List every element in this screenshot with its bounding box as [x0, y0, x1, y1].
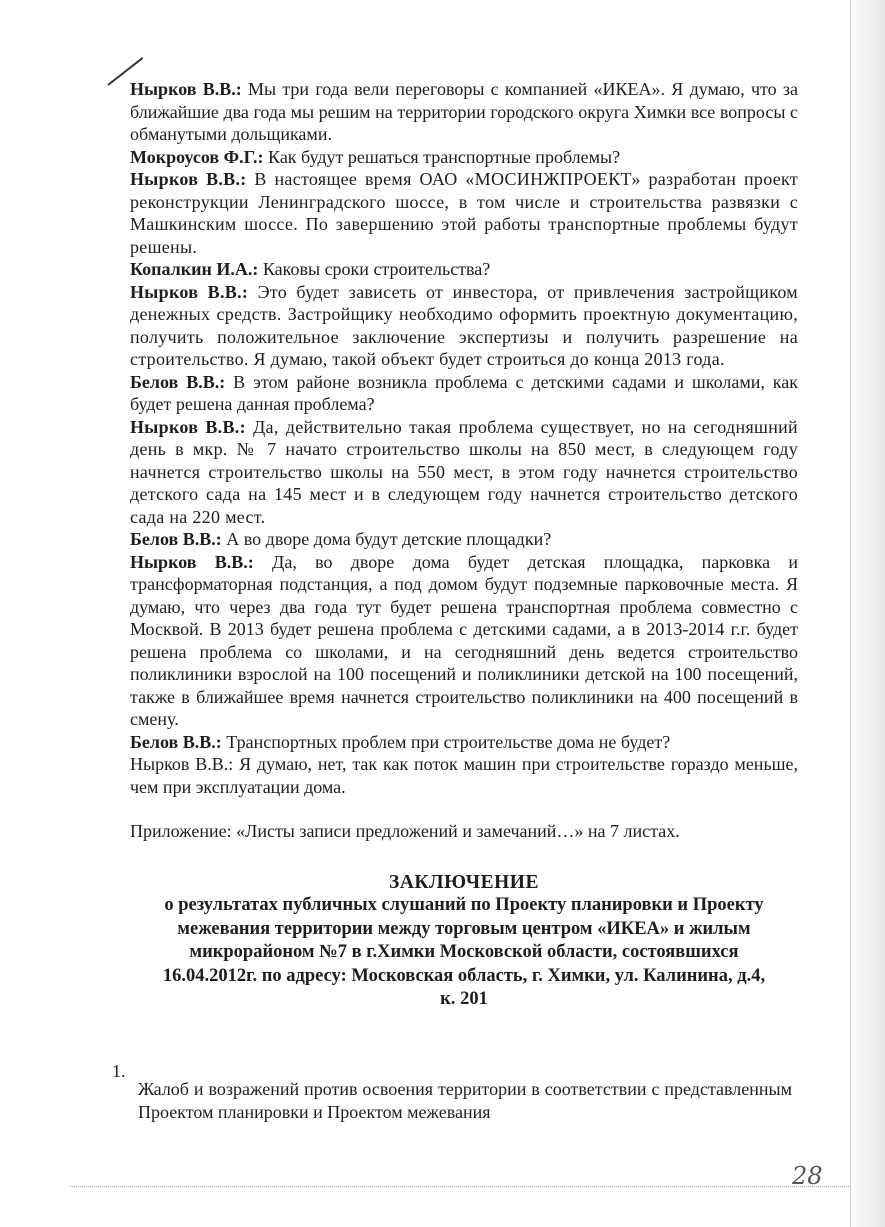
- speaker-name: Белов В.В.:: [130, 371, 226, 392]
- list-item-number: 1.: [112, 1061, 126, 1081]
- speaker-text: Да, во дворе дома будет детская площадка, парковка и трансформаторная подстанция, а под домом будут подземные парковочные места. Я думаю, что через два года тут будет решена транспортная проблема совместно с Москвой. В 2013 будет решена проблема с детскими садами, а в 2013-2014 г.г. будет решена проблема со школами, и на сегодняшний день ведется строительство поликлиники взрослой на 100 посещений и поликлиники детской на 100 посещений, также в ближайшее время начнется строительство поликлиники на 400 посещений в смену.: [130, 551, 798, 729]
- dialogue-entry: [130, 78, 798, 146]
- speaker-text: В этом районе возникла проблема с детскими садами и школами, как будет решена данная проблема?: [130, 371, 798, 414]
- page-edge-shadow: [849, 0, 885, 1227]
- dialogue-entry: [130, 731, 798, 754]
- dialogue-entry: [130, 281, 798, 371]
- dialogue-block: [130, 78, 798, 753]
- speaker-name: Нырков В.В.:: [130, 281, 249, 302]
- speaker-name: Мокроусов Ф.Г.:: [130, 146, 264, 167]
- list-item-text: Жалоб и возражений против освоения территории в соответствии с представленным Проектом планировки и Проектом межевания: [138, 1079, 792, 1122]
- conclusion-list: [112, 1060, 792, 1142]
- speaker-name: Нырков В.В.:: [130, 551, 254, 572]
- speaker-text: Каковы сроки строительства?: [258, 259, 491, 279]
- speaker-text: Как будут решаться транспортные проблемы?: [263, 146, 621, 167]
- speaker-text: Мы три года вели переговоры с компанией «ИКЕА». Я думаю, что за ближайшие два года мы решим на территории городского округа Химки все вопросы с обманутыми дольщиками.: [130, 79, 798, 144]
- conclusion-title: ЗАКЛЮЧЕНИЕ: [389, 871, 539, 893]
- conclusion-line: 16.04.2012г. по адресу: Московская область, г. Химки, ул. Калинина, д.4,: [162, 965, 766, 986]
- bottom-rule: [70, 1186, 851, 1188]
- dialogue-entry: [130, 258, 798, 281]
- last-reply: Нырков В.В.: Я думаю, нет, так как поток машин при строительстве гораздо меньше, чем при эксплуатации дома.: [130, 754, 798, 797]
- conclusion-line: к. 201: [440, 989, 488, 1009]
- speaker-text: Это будет зависеть от инвестора, от привлечения застройщиком денежных средств. Застройщику необходимо оформить проектную документацию, получить положительное заключение экспертизы и получить разрешение на строительство. Я думаю, такой объект будет строиться до конца 2013 года.: [130, 281, 798, 369]
- speaker-name: Копалкин И.А.:: [130, 259, 259, 279]
- dialogue-entry: [130, 371, 798, 416]
- document-body: [130, 78, 798, 1012]
- dialogue-entry: [130, 416, 798, 529]
- conclusion-line: о результатах публичных слушаний по Проекту планировки и Проекту: [164, 895, 764, 915]
- dialogue-entry: [130, 146, 798, 169]
- speaker-text: Да, действительно такая проблема существует, но на сегодняшний день в мкр. № 7 начато строительство школы на 850 мест, в следующем году начнется строительство школы на 550 мест, в этом году начнется строительство детского сада на 145 мест и в следующем году начнется строительство детского сада на 220 мест.: [130, 416, 798, 527]
- dialogue-entry: [130, 528, 798, 551]
- speaker-name: Нырков В.В.:: [130, 79, 242, 99]
- speaker-name: Нырков В.В.:: [130, 416, 246, 437]
- speaker-name: Нырков В.В.:: [130, 169, 247, 189]
- speaker-name: Белов В.В.:: [130, 529, 222, 549]
- dialogue-entry: [130, 168, 798, 258]
- speaker-text: Транспортных проблем при строительстве дома не будет?: [221, 731, 671, 752]
- speaker-text: А во дворе дома будут детские площадки?: [221, 529, 552, 549]
- conclusion-line: межевания территории между торговым центром «ИКЕА» и жилым: [177, 918, 751, 939]
- conclusion-line: микрорайоном №7 в г.Химки Московской области, состоявшихся: [189, 942, 739, 962]
- handwritten-page-number: 28: [792, 1162, 823, 1190]
- speaker-name: Белов В.В.:: [130, 731, 222, 752]
- speaker-text: В настоящее время ОАО «МОСИНЖПРОЕКТ» разработан проект реконструкции Ленинградского шоссе, в том числе и строительства развязки с Машкинским шоссе. По завершению этой работы транспортные проблемы будут решены.: [130, 169, 798, 257]
- page-edge-line: [850, 0, 851, 1227]
- dialogue-entry: [130, 551, 798, 731]
- appendix-note: Приложение: «Листы записи предложений и замечаний…» на 7 листах.: [130, 821, 680, 841]
